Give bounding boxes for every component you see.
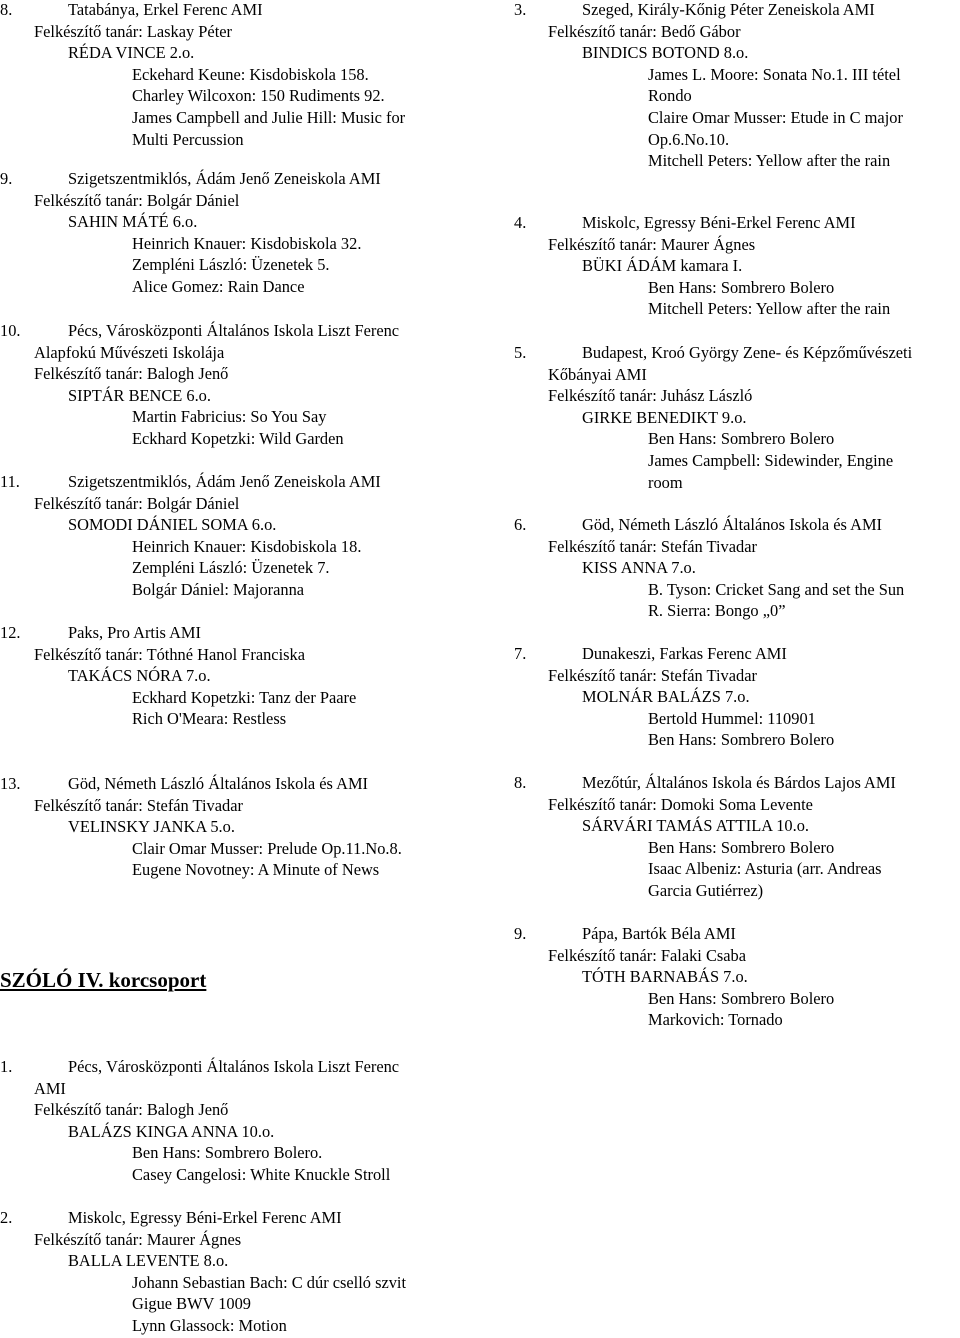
teacher-name: Felkészítő tanár: Falaki Csaba [548, 945, 747, 965]
entry-number: 8. [514, 773, 527, 792]
piece-title: Johann Sebastian Bach: C dúr cselló szvit [132, 1272, 407, 1292]
entry-number: 5. [514, 343, 527, 362]
piece-title: Isaac Albeniz: Asturia (arr. Andreas [648, 859, 882, 879]
school-name: Paks, Pro Artis AMI [68, 623, 201, 642]
piece-title: room [648, 472, 683, 492]
teacher-name: Felkészítő tanár: Bolgár Dániel [34, 190, 240, 210]
student-name: TAKÁCS NÓRA 7.o. [68, 666, 211, 686]
student-name: SIPTÁR BENCE 6.o. [68, 385, 211, 405]
piece-title: Alice Gomez: Rain Dance [132, 277, 305, 296]
school-name: Pécs, Városközponti Általános Iskola Liszt Ferenc [68, 1057, 400, 1076]
school-name: Göd, Németh László Általános Iskola és AMI [68, 774, 368, 793]
student-name: VELINSKY JANKA 5.o. [68, 817, 235, 837]
entry-number: 12. [0, 623, 21, 642]
piece-title: Ben Hans: Sombrero Bolero [648, 837, 835, 857]
piece-title: Casey Cangelosi: White Knuckle Stroll [132, 1165, 391, 1184]
teacher-name: Felkészítő tanár: Maurer Ágnes [34, 1229, 242, 1249]
teacher-name: Felkészítő tanár: Juhász László [548, 386, 753, 406]
piece-title: Charley Wilcoxon: 150 Rudiments 92. [132, 86, 385, 106]
student-name: BINDICS BOTOND 8.o. [582, 43, 749, 63]
school-name: Alapfokú Művészeti Iskolája [34, 342, 225, 362]
student-name: BALLA LEVENTE 8.o. [68, 1251, 229, 1271]
school-name: Szigetszentmiklós, Ádám Jenő Zeneiskola AMI [68, 472, 381, 491]
piece-title: Zempléni László: Üzenetek 5. [132, 255, 330, 275]
teacher-name: Felkészítő tanár: Laskay Péter [34, 21, 232, 41]
teacher-name: Felkészítő tanár: Stefán Tivadar [34, 795, 243, 815]
student-name: SOMODI DÁNIEL SOMA 6.o. [68, 515, 277, 535]
school-name: Göd, Németh László Általános Iskola és AMI [582, 515, 882, 534]
student-name: GIRKE BENEDIKT 9.o. [582, 407, 747, 427]
teacher-name: Felkészítő tanár: Tóthné Hanol Franciska [34, 644, 305, 664]
piece-title: Eckhard Kopetzki: Wild Garden [132, 429, 344, 448]
student-name: SÁRVÁRI TAMÁS ATTILA 10.o. [582, 816, 810, 836]
entry-number: 1. [0, 1057, 13, 1076]
piece-title: Heinrich Knauer: Kisdobiskola 32. [132, 233, 362, 253]
student-name: BALÁZS KINGA ANNA 10.o. [68, 1121, 275, 1141]
entry-number: 6. [514, 515, 527, 534]
school-name: Dunakeszi, Farkas Ferenc AMI [582, 644, 787, 663]
teacher-name: Felkészítő tanár: Maurer Ágnes [548, 234, 756, 254]
piece-title: James Campbell and Julie Hill: Music for [132, 108, 406, 127]
school-name: Budapest, Kroó György Zene- és Képzőművészeti [582, 343, 913, 362]
section-heading: SZÓLÓ IV. korcsoport [0, 968, 207, 992]
piece-title: Ben Hans: Sombrero Bolero [648, 277, 835, 297]
piece-title: R. Sierra: Bongo „0” [648, 601, 786, 621]
piece-title: Mitchell Peters: Yellow after the rain [648, 151, 891, 171]
school-name: Mezőtúr, Általános Iskola és Bárdos Lajos AMI [582, 773, 896, 792]
piece-title: Zempléni László: Üzenetek 7. [132, 558, 330, 578]
piece-title: Markovich: Tornado [648, 1010, 783, 1030]
student-name: MOLNÁR BALÁZS 7.o. [582, 687, 750, 707]
piece-title: Lynn Glassock: Motion [132, 1316, 287, 1335]
teacher-name: Felkészítő tanár: Bedő Gábor [548, 21, 741, 41]
school-name: Tatabánya, Erkel Ferenc AMI [68, 0, 263, 19]
piece-title: Rich O'Meara: Restless [132, 709, 287, 729]
entry-number: 11. [0, 472, 20, 491]
school-name: Szeged, Király-Kőnig Péter Zeneiskola AMI [582, 0, 875, 19]
piece-title: Gigue BWV 1009 [132, 1294, 251, 1314]
student-name: TÓTH BARNABÁS 7.o. [582, 967, 748, 987]
school-name: Kőbányai AMI [548, 364, 647, 384]
piece-title: Garcia Gutiérrez) [648, 881, 764, 900]
student-name: SAHIN MÁTÉ 6.o. [68, 212, 198, 232]
teacher-name: Felkészítő tanár: Stefán Tivadar [548, 665, 757, 685]
piece-title: Mitchell Peters: Yellow after the rain [648, 299, 891, 319]
piece-title: Op.6.No.10. [648, 129, 730, 149]
entry-number: 4. [514, 213, 527, 232]
teacher-name: Felkészítő tanár: Balogh Jenő [34, 1100, 229, 1120]
piece-title: Ben Hans: Sombrero Bolero [648, 429, 835, 449]
piece-title: Bolgár Dániel: Majoranna [132, 580, 305, 599]
entry-number: 13. [0, 774, 21, 793]
school-name: Pécs, Városközponti Általános Iskola Liszt Ferenc [68, 321, 400, 340]
school-name: Miskolc, Egressy Béni-Erkel Ferenc AMI [582, 213, 856, 232]
teacher-name: Felkészítő tanár: Domoki Soma Levente [548, 794, 813, 814]
piece-title: Ben Hans: Sombrero Bolero. [132, 1143, 323, 1163]
piece-title: Multi Percussion [132, 129, 244, 149]
entry-number: 10. [0, 321, 21, 340]
piece-title: Ben Hans: Sombrero Bolero [648, 730, 835, 750]
school-name: Pápa, Bartók Béla AMI [582, 924, 736, 943]
piece-title: Eugene Novotney: A Minute of News [132, 860, 380, 880]
piece-title: Claire Omar Musser: Etude in C major [648, 108, 903, 127]
teacher-name: Felkészítő tanár: Stefán Tivadar [548, 536, 757, 556]
piece-title: Martin Fabricius: So You Say [132, 407, 327, 427]
entry-number: 3. [514, 0, 527, 19]
entry-number: 9. [514, 924, 527, 943]
teacher-name: Felkészítő tanár: Bolgár Dániel [34, 493, 240, 513]
entry-number: 9. [0, 169, 13, 188]
piece-title: Bertold Hummel: 110901 [648, 708, 816, 728]
student-name: BÜKI ÁDÁM kamara I. [582, 256, 743, 276]
student-name: KISS ANNA 7.o. [582, 558, 696, 578]
school-name: Miskolc, Egressy Béni-Erkel Ferenc AMI [68, 1208, 342, 1227]
school-name: AMI [34, 1078, 66, 1098]
entry-number: 7. [514, 644, 527, 663]
entry-number: 8. [0, 0, 13, 19]
entry-number: 2. [0, 1208, 13, 1227]
piece-title: James Campbell: Sidewinder, Engine [648, 451, 894, 470]
student-name: RÉDA VINCE 2.o. [68, 43, 195, 63]
piece-title: James L. Moore: Sonata No.1. III tétel [648, 64, 901, 84]
piece-title: Clair Omar Musser: Prelude Op.11.No.8. [132, 838, 402, 858]
piece-title: Eckehard Keune: Kisdobiskola 158. [132, 64, 369, 84]
school-name: Szigetszentmiklós, Ádám Jenő Zeneiskola AMI [68, 169, 381, 188]
piece-title: Eckhard Kopetzki: Tanz der Paare [132, 687, 357, 707]
piece-title: Rondo [648, 86, 692, 106]
piece-title: Ben Hans: Sombrero Bolero [648, 988, 835, 1008]
piece-title: B. Tyson: Cricket Sang and set the Sun [648, 579, 905, 599]
piece-title: Heinrich Knauer: Kisdobiskola 18. [132, 536, 362, 556]
teacher-name: Felkészítő tanár: Balogh Jenő [34, 364, 229, 384]
